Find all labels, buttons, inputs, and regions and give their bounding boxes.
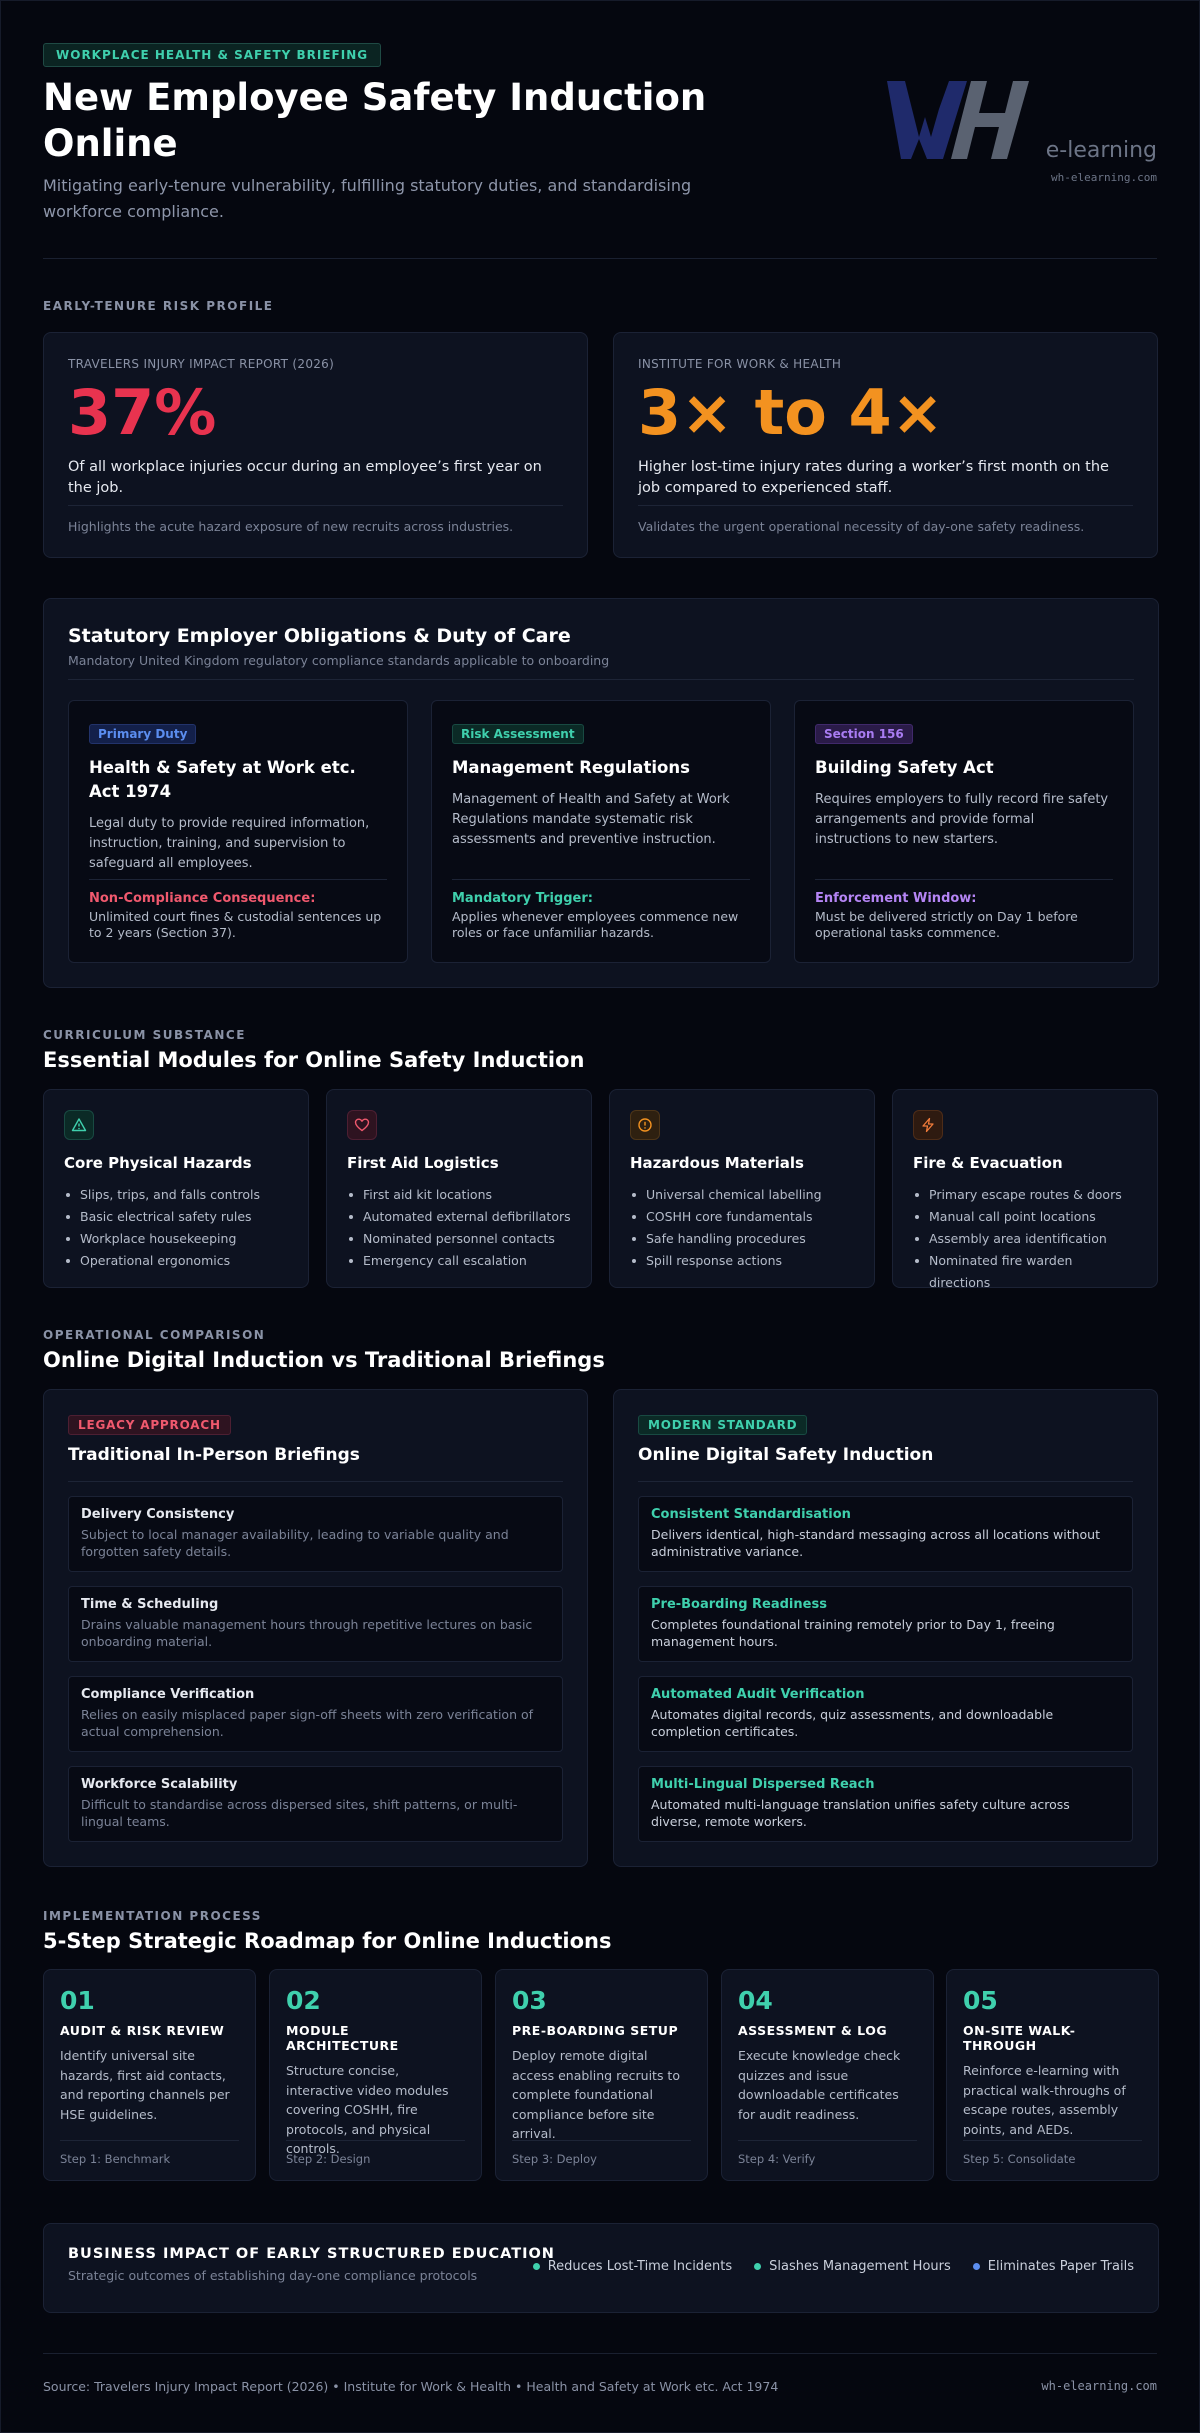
list-item: COSHH core fundamentals [630, 1206, 854, 1228]
list-item: Basic electrical safety rules [64, 1206, 288, 1228]
list-item: Nominated fire warden directions [913, 1250, 1137, 1294]
impact-subtitle: Strategic outcomes of establishing day-one compliance protocols [68, 2268, 478, 2283]
briefing-pill: WORKPLACE HEALTH & SAFETY BRIEFING [43, 43, 381, 67]
item-description: Completes foundational training remotely prior to Day 1, freeing management hours. [651, 1617, 1055, 1649]
roadmap-step-4 [721, 1969, 934, 2181]
step-footer: Step 3: Deploy [512, 2152, 597, 2166]
divider [815, 879, 1113, 880]
step-number: 04 [738, 1986, 773, 2015]
list-item [638, 1586, 1133, 1662]
modules-heading [43, 1028, 584, 1072]
step-description: Identify universal site hazards, first aid contacts, and reporting channels per HSE guidelines. [60, 2048, 230, 2122]
obligations-subtitle: Mandatory United Kingdom regulatory compliance standards applicable to onboarding [68, 653, 610, 668]
logo [887, 79, 1157, 189]
roadmap-step-1 [43, 1969, 256, 2181]
list-item [68, 1586, 563, 1662]
list-item: Operational ergonomics [64, 1250, 288, 1272]
divider [512, 2140, 691, 2141]
obligation-description: Requires employers to fully record fire safety arrangements and provide formal instructions to new starters. [815, 792, 1109, 847]
footer-divider [43, 2353, 1157, 2354]
obligation-consequence-label: Mandatory Trigger: [452, 891, 593, 906]
modern-title: Online Digital Safety Induction [638, 1445, 934, 1465]
list-item: Spill response actions [630, 1250, 854, 1272]
list-item: Automated external defibrillators [347, 1206, 571, 1228]
roadmap-heading [43, 1909, 611, 1953]
module-card-fire-evacuation [892, 1089, 1158, 1288]
obligation-title: Building Safety Act [815, 758, 994, 777]
stat-value: 3× to 4× [638, 376, 944, 449]
divider [68, 1481, 563, 1482]
footer-sources: Source: Travelers Injury Impact Report (2026) • Institute for Work & Health • Health and Safety at Work etc. Act 1974 [43, 2379, 779, 2394]
obligation-title: Health & Safety at Work etc. Act 1974 [89, 758, 356, 801]
stat-description: Higher lost-time injury rates during a worker’s first month on the job compared to experienced staff. [638, 459, 1109, 496]
step-description: Deploy remote digital access enabling recruits to complete foundational compliance before site arrival. [512, 2048, 680, 2141]
modules-title: Essential Modules for Online Safety Induction [43, 1048, 585, 1072]
obligation-card-management-regs [431, 700, 771, 963]
risk-kicker: EARLY-TENURE RISK PROFILE [43, 299, 274, 313]
list-item [638, 1496, 1133, 1572]
obligation-description: Management of Health and Safety at Work Regulations mandate systematic risk assessments and preventive instruction. [452, 792, 730, 847]
obligation-consequence-text: Applies whenever employees commence new roles or face unfamiliar hazards. [452, 909, 739, 940]
step-description: Structure concise, interactive video modules covering COSHH, fire protocols, and physical controls. [286, 2063, 449, 2156]
list-item: Workplace housekeeping [64, 1228, 288, 1250]
obligation-consequence-label: Non-Compliance Consequence: [89, 891, 316, 906]
obligation-description: Legal duty to provide required information, instruction, training, and supervision to safeguard all employees. [89, 816, 370, 871]
list-item [68, 1676, 563, 1752]
stat-note: Validates the urgent operational necessity of day-one safety readiness. [638, 519, 1085, 534]
stat-card-first-month [613, 332, 1158, 558]
dot-icon [754, 2263, 761, 2270]
impact-point-label: Eliminates Paper Trails [987, 2259, 1134, 2274]
module-list [630, 1184, 854, 1272]
stat-source: INSTITUTE FOR WORK & HEALTH [638, 357, 842, 371]
roadmap-step-3 [495, 1969, 708, 2181]
step-title: ON-SITE WALK-THROUGH [963, 2023, 1076, 2053]
divider [60, 2140, 239, 2141]
step-title: AUDIT & RISK REVIEW [60, 2023, 225, 2038]
list-item [638, 1766, 1133, 1842]
module-card-hazardous-materials [609, 1089, 875, 1288]
item-description: Drains valuable management hours through repetitive lectures on basic onboarding material. [81, 1617, 533, 1649]
legacy-tag: LEGACY APPROACH [68, 1415, 231, 1435]
divider [286, 2140, 465, 2141]
roadmap-kicker: IMPLEMENTATION PROCESS [43, 1909, 262, 1923]
obligation-tag: Primary Duty [89, 724, 196, 744]
module-list [913, 1184, 1137, 1294]
list-item [68, 1496, 563, 1572]
step-number: 02 [286, 1986, 321, 2015]
obligation-title: Management Regulations [452, 758, 690, 777]
list-item: Slips, trips, and falls controls [64, 1184, 288, 1206]
list-item: Nominated personnel contacts [347, 1228, 571, 1250]
list-item: First aid kit locations [347, 1184, 571, 1206]
modules-kicker: CURRICULUM SUBSTANCE [43, 1028, 246, 1042]
obligation-tag: Risk Assessment [452, 724, 584, 744]
stat-value: 37% [68, 376, 217, 449]
impact-point [754, 2259, 951, 2274]
module-title: First Aid Logistics [347, 1154, 499, 1172]
obligation-consequence-label: Enforcement Window: [815, 891, 977, 906]
list-item: Primary escape routes & doors [913, 1184, 1137, 1206]
page-title: New Employee Safety Induction Online [43, 76, 707, 165]
item-description: Difficult to standardise across dispersed sites, shift patterns, or multi-lingual teams. [81, 1797, 518, 1829]
item-title: Multi-Lingual Dispersed Reach [651, 1777, 875, 1792]
step-title: ASSESSMENT & LOG [738, 2023, 888, 2038]
page-subtitle: Mitigating early-tenure vulnerability, fulfilling statutory duties, and standardising workforce compliance. [43, 176, 692, 221]
list-item: Assembly area identification [913, 1228, 1137, 1250]
item-description: Relies on easily misplaced paper sign-off sheets with zero verification of actual comprehension. [81, 1707, 534, 1739]
list-item [68, 1766, 563, 1842]
list-item [638, 1676, 1133, 1752]
step-description: Execute knowledge check quizzes and issue downloadable certificates for audit readiness. [738, 2048, 901, 2122]
stat-description: Of all workplace injuries occur during an employee’s first year on the job. [68, 459, 542, 496]
item-title: Compliance Verification [81, 1687, 255, 1702]
item-title: Time & Scheduling [81, 1597, 219, 1612]
step-footer: Step 4: Verify [738, 2152, 816, 2166]
module-title: Fire & Evacuation [913, 1154, 1063, 1172]
heart-icon [347, 1110, 377, 1140]
roadmap-step-2 [269, 1969, 482, 2181]
item-description: Delivers identical, high-standard messaging across all locations without administrative variance. [651, 1527, 1100, 1559]
divider [68, 679, 1134, 680]
divider [89, 879, 387, 880]
item-title: Workforce Scalability [81, 1777, 238, 1792]
item-description: Subject to local manager availability, leading to variable quality and forgotten safety details. [81, 1527, 509, 1559]
legacy-approach-card [43, 1389, 588, 1867]
step-number: 01 [60, 1986, 95, 2015]
impact-title: BUSINESS IMPACT OF EARLY STRUCTURED EDUCATION [68, 2246, 555, 2262]
module-card-first-aid [326, 1089, 592, 1288]
item-description: Automates digital records, quiz assessments, and downloadable completion certificates. [651, 1707, 1054, 1739]
item-title: Consistent Standardisation [651, 1507, 851, 1522]
divider [738, 2140, 917, 2141]
alert-circle-icon [630, 1110, 660, 1140]
obligations-panel [43, 598, 1159, 988]
item-title: Delivery Consistency [81, 1507, 235, 1522]
divider [68, 505, 563, 506]
impact-point [973, 2259, 1134, 2274]
impact-point [533, 2259, 732, 2274]
comparison-kicker: OPERATIONAL COMPARISON [43, 1328, 266, 1342]
module-title: Core Physical Hazards [64, 1154, 252, 1172]
business-impact-panel [43, 2223, 1159, 2313]
step-title: PRE-BOARDING SETUP [512, 2023, 679, 2038]
stat-card-first-year [43, 332, 588, 558]
step-footer: Step 2: Design [286, 2152, 371, 2166]
roadmap-step-5 [946, 1969, 1159, 2181]
warning-icon [64, 1110, 94, 1140]
step-title: MODULE ARCHITECTURE [286, 2023, 399, 2053]
divider [638, 505, 1133, 506]
lightning-icon [913, 1110, 943, 1140]
step-number: 03 [512, 1986, 547, 2015]
comparison-title: Online Digital Induction vs Traditional Briefings [43, 1348, 605, 1372]
obligation-card-building-safety [794, 700, 1134, 963]
dot-icon [973, 2263, 980, 2270]
divider [638, 1481, 1133, 1482]
stat-source: TRAVELERS INJURY IMPACT REPORT (2026) [68, 357, 335, 371]
item-title: Pre-Boarding Readiness [651, 1597, 827, 1612]
logo-wordmark: e-learning [1045, 138, 1157, 163]
header [43, 1, 1157, 259]
impact-point-label: Slashes Management Hours [769, 2259, 951, 2274]
divider [452, 879, 750, 880]
module-title: Hazardous Materials [630, 1154, 804, 1172]
step-description: Reinforce e-learning with practical walk-throughs of escape routes, assembly points, and AEDs. [963, 2063, 1126, 2137]
list-item: Emergency call escalation [347, 1250, 571, 1272]
footer-url[interactable]: wh-elearning.com [1041, 2379, 1157, 2393]
step-number: 05 [963, 1986, 998, 2015]
comparison-heading [43, 1328, 605, 1372]
list-item: Universal chemical labelling [630, 1184, 854, 1206]
dot-icon [533, 2263, 540, 2270]
obligation-consequence-text: Must be delivered strictly on Day 1 before operational tasks commence. [815, 909, 1078, 940]
obligation-consequence-text: Unlimited court fines & custodial sentences up to 2 years (Section 37). [89, 909, 382, 940]
module-list [64, 1184, 288, 1272]
item-description: Automated multi-language translation unifies safety culture across diverse, remote workers. [651, 1797, 1070, 1829]
step-footer: Step 1: Benchmark [60, 2152, 171, 2166]
obligations-title: Statutory Employer Obligations & Duty of Care [68, 625, 571, 647]
item-title: Automated Audit Verification [651, 1687, 865, 1702]
legacy-title: Traditional In-Person Briefings [68, 1445, 360, 1465]
obligation-tag: Section 156 [815, 724, 913, 744]
divider [963, 2140, 1142, 2141]
impact-points [533, 2259, 1134, 2274]
modern-standard-card [613, 1389, 1158, 1867]
module-list [347, 1184, 571, 1272]
module-card-physical-hazards [43, 1089, 309, 1288]
step-footer: Step 5: Consolidate [963, 2152, 1076, 2166]
list-item: Safe handling procedures [630, 1228, 854, 1250]
impact-point-label: Reduces Lost-Time Incidents [547, 2259, 733, 2274]
logo-url: wh-elearning.com [1051, 171, 1157, 184]
stat-note: Highlights the acute hazard exposure of new recruits across industries. [68, 519, 514, 534]
obligation-card-hswa [68, 700, 408, 963]
list-item: Manual call point locations [913, 1206, 1137, 1228]
modern-tag: MODERN STANDARD [638, 1415, 807, 1435]
roadmap-title: 5-Step Strategic Roadmap for Online Inductions [43, 1929, 612, 1953]
